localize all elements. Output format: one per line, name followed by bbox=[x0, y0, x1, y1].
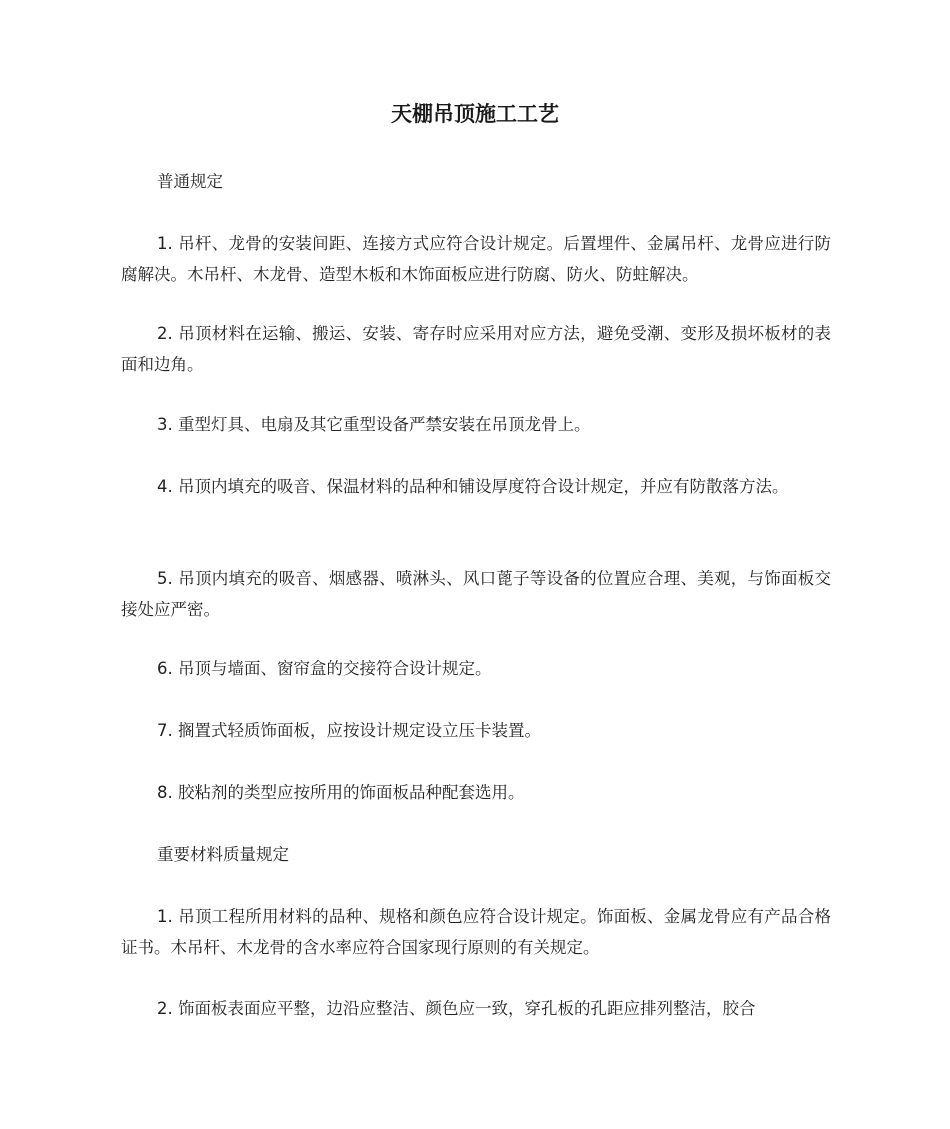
paragraph-general-6: 6. 吊顶与墙面、窗帘盒的交接符合设计规定。 bbox=[157, 659, 492, 678]
paragraph-general-8: 8. 胶粘剂的类型应按所用的饰面板品种配套选用。 bbox=[157, 783, 525, 802]
document-title: 天棚吊顶施工工艺 bbox=[391, 102, 559, 126]
paragraph-general-5: 5. 吊顶内填充的吸音、烟感器、喷淋头、风口蓖子等设备的位置应合理、美观，与饰面板交接处应严密。 bbox=[121, 569, 831, 619]
paragraph-general-1: 1. 吊杆、龙骨的安装间距、连接方式应符合设计规定。后置埋件、金属吊杆、龙骨应进行防腐解决。木吊杆、木龙骨、造型木板和木饰面板应进行防腐、防火、防蛀解决。 bbox=[121, 234, 831, 284]
paragraph-general-4: 4. 吊顶内填充的吸音、保温材料的品种和铺设厚度符合设计规定，并应有防散落方法。 bbox=[157, 477, 789, 496]
paragraph-general-7: 7. 搁置式轻质饰面板，应按设计规定设立压卡装置。 bbox=[157, 721, 541, 740]
paragraph-materials-1: 1. 吊顶工程所用材料的品种、规格和颜色应符合设计规定。饰面板、金属龙骨应有产品合格证书。木吊杆、木龙骨的含水率应符合国家现行原则的有关规定。 bbox=[121, 907, 831, 957]
paragraph-materials-2: 2. 饰面板表面应平整，边沿应整洁、颜色应一致，穿孔板的孔距应排列整洁，胶合 bbox=[157, 999, 756, 1018]
section-heading-general: 普通规定 bbox=[157, 172, 223, 191]
paragraph-general-3: 3. 重型灯具、电扇及其它重型设备严禁安装在吊顶龙骨上。 bbox=[157, 415, 591, 434]
paragraph-general-2: 2. 吊顶材料在运输、搬运、安装、寄存时应采用对应方法，避免受潮、变形及损坏板材的表面和边角。 bbox=[121, 324, 831, 374]
section-heading-materials: 重要材料质量规定 bbox=[157, 845, 289, 864]
